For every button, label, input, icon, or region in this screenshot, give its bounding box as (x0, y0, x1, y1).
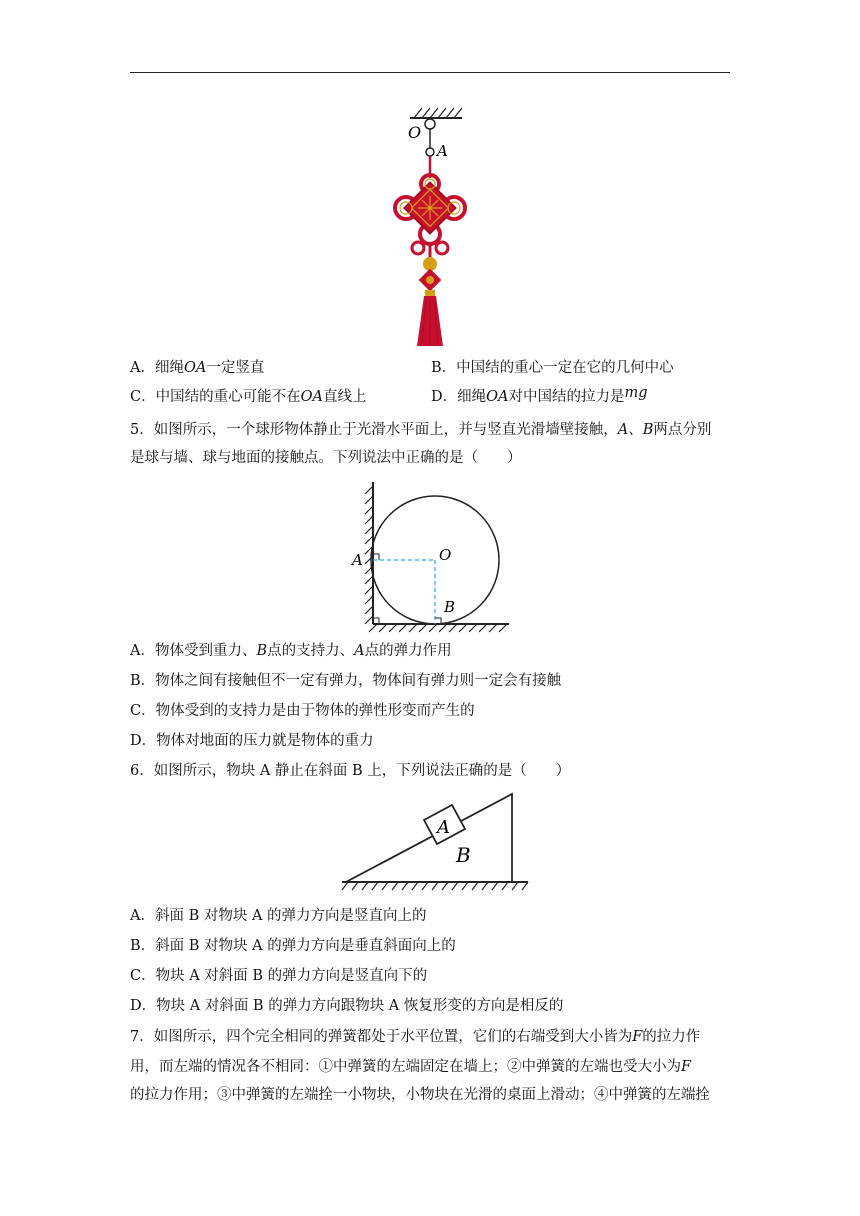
q5-option-a: A．物体受到重力、B点的支持力、A点的弹力作用 (130, 643, 452, 659)
q4-option-a: A．细绳OA一定竖直 (130, 360, 265, 376)
label-O: O (408, 123, 422, 142)
q5-option-d: D．物体对地面的压力就是物体的重力 (130, 733, 374, 749)
q5-option-b: B．物体之间有接触但不一定有弹力，物体间有弹力则一定会有接触 (130, 673, 562, 689)
label-A: A (437, 817, 450, 838)
q4-option-c: C．中国结的重心可能不在OA直线上 (130, 389, 367, 405)
label-A: A (437, 142, 448, 160)
q5-option-c: C．物体受到的支持力是由于物体的弹性形变而产生的 (130, 703, 475, 719)
label-A: A (352, 551, 363, 569)
label-B: B (444, 598, 456, 616)
q7-stem-line3: 的拉力作用；③中弹簧的左端拴一小物块，小物块在光滑的桌面上滑动；④中弹簧的左端拴 (130, 1087, 710, 1103)
q4-option-d: D．细绳OA对中国结的拉力是mg (431, 385, 648, 405)
q6-option-c: C．物块 A 对斜面 B 的弹力方向是竖直向下的 (130, 968, 428, 984)
q5-stem-line1: 5．如图所示，一个球形物体静止于光滑水平面上，并与竖直光滑墙壁接触，A、B两点分别 (130, 422, 712, 438)
q5-stem-line2: 是球与墙、球与地面的接触点。下列说法中正确的是（ ） (130, 450, 522, 466)
q6-option-d: D．物块 A 对斜面 B 的弹力方向跟物块 A 恢复形变的方向是相反的 (130, 998, 564, 1014)
incline-figure (336, 790, 532, 894)
label-O: O (439, 546, 452, 564)
q7-stem-line1: 7．如图所示，四个完全相同的弹簧都处于水平位置，它们的右端受到大小皆为F的拉力作 (130, 1029, 701, 1045)
q7-stem-line2: 用，而左端的情况各不相同：①中弹簧的左端固定在墙上；②中弹簧的左端也受大小为F (130, 1059, 692, 1075)
header-rule (130, 72, 730, 73)
q6-option-a: A．斜面 B 对物块 A 的弹力方向是竖直向上的 (130, 908, 427, 924)
chinese-knot-figure (380, 100, 490, 352)
q4-option-b: B．中国结的重心一定在它的几何中心 (431, 360, 674, 376)
ball-wall-figure (345, 478, 515, 634)
q6-option-b: B．斜面 B 对物块 A 的弹力方向是垂直斜面向上的 (130, 938, 456, 954)
q6-stem: 6．如图所示，物块 A 静止在斜面 B 上，下列说法正确的是（ ） (130, 763, 571, 779)
label-B: B (456, 843, 471, 867)
knot-body (395, 175, 465, 346)
